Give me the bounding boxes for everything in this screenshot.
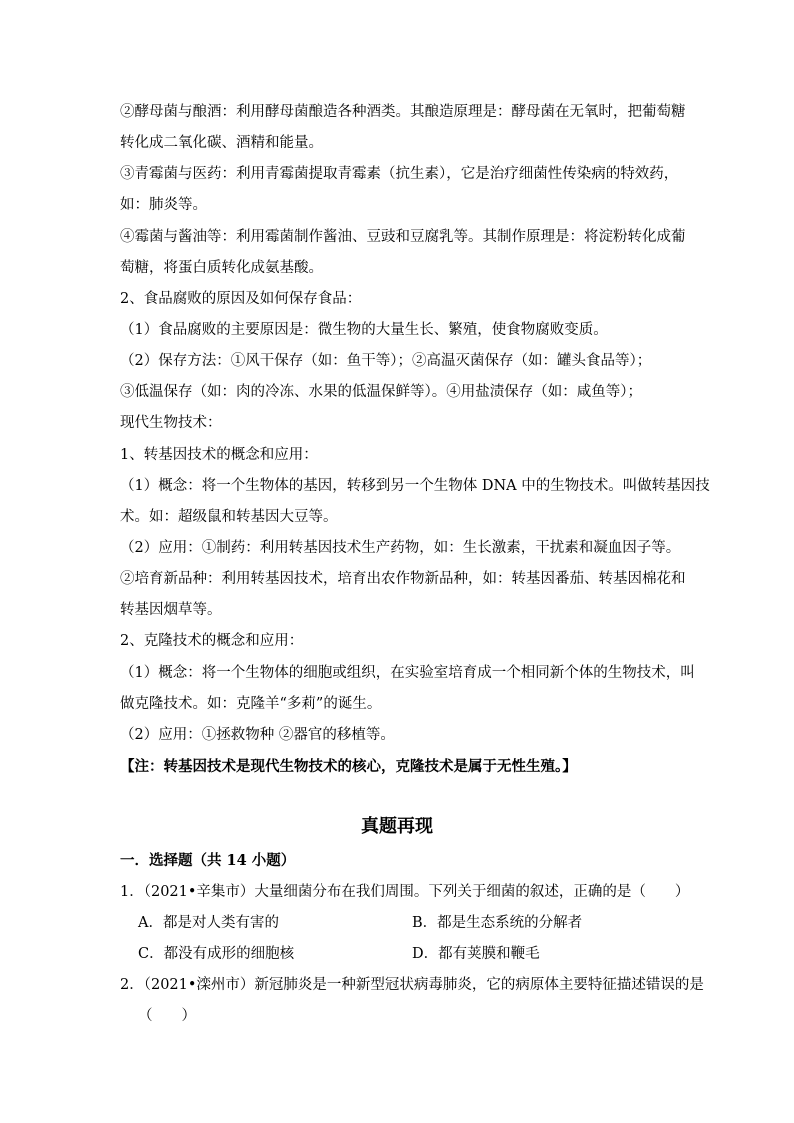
text-line: （1）概念：将一个生物体的基因，转移到另一个生物体 DNA 中的生物技术。叫做转基因技 xyxy=(120,478,710,494)
question-2-stem: 2．（2021•滦州市）新冠肺炎是一种新型冠状病毒肺炎，它的病原体主要特征描述错误的是 xyxy=(120,977,704,993)
q1-option-b: B．都是生态系统的分解者 xyxy=(412,915,583,931)
q1-option-d: D．都有荚膜和鞭毛 xyxy=(412,946,540,962)
text-line: （2）应用：①拯救物种 ②器官的移植等。 xyxy=(120,727,395,743)
text-line: ④霉菌与酱油等：利用霉菌制作酱油、豆豉和豆腐乳等。其制作原理是：将淀粉转化成葡 xyxy=(120,229,686,245)
text-line: 如：肺炎等。 xyxy=(120,197,207,213)
question-type-heading: 一．选择题（共 14 小题） xyxy=(120,852,296,869)
text-line: （1）概念：将一个生物体的细胞或组织，在实验室培育成一个相同新个体的生物技术，叫 xyxy=(120,665,695,681)
text-line: （2）保存方法：①风干保存（如：鱼干等）；②高温灭菌保存（如：罐头食品等）； xyxy=(120,353,652,369)
question-1-stem: 1．（2021•辛集市）大量细菌分布在我们周围。下列关于细菌的叙述，正确的是（ ） xyxy=(120,884,690,900)
text-line: 萄糖，将蛋白质转化成氨基酸。 xyxy=(120,260,323,276)
text-line: （1）食品腐败的主要原因是：微生物的大量生长、繁殖，使食物腐败变质。 xyxy=(120,322,608,338)
text-line: ②酵母菌与酿酒：利用酵母菌酿造各种酒类。其酿造原理是：酵母菌在无氧时，把葡萄糖 xyxy=(120,104,686,120)
text-line: ③低温保存（如：肉的冷冻、水果的低温保鲜等）。④用盐渍保存（如：咸鱼等）； xyxy=(120,384,642,400)
q1-option-a: A．都是对人类有害的 xyxy=(138,915,279,931)
text-line: 做克隆技术。如：克隆羊“多莉”的诞生。 xyxy=(120,696,382,712)
section-heading: 真题再现 xyxy=(361,816,433,837)
text-line: 2、食品腐败的原因及如何保存食品： xyxy=(120,291,362,307)
text-line: 1、转基因技术的概念和应用： xyxy=(120,447,318,463)
text-line: 2、克隆技术的概念和应用： xyxy=(120,633,304,649)
text-line: 现代生物技术： xyxy=(120,415,222,431)
question-2-answer-blank: （ ） xyxy=(138,1008,196,1024)
text-line: ③青霉菌与医药：利用青霉菌提取青霉素（抗生素），它是治疗细菌性传染病的特效药， xyxy=(120,166,679,182)
text-line: （2）应用：①制药：利用转基因技术生产药物，如：生长激素，干扰素和凝血因子等。 xyxy=(120,540,681,556)
text-line: 术。如：超级鼠和转基因大豆等。 xyxy=(120,509,338,525)
q1-option-c: C．都没有成形的细胞核 xyxy=(138,946,295,962)
text-line: 转化成二氧化碳、酒精和能量。 xyxy=(120,135,323,151)
text-line: 转基因烟草等。 xyxy=(120,602,222,618)
text-line: ②培育新品种：利用转基因技术，培育出农作物新品种，如：转基因番茄、转基因棉花和 xyxy=(120,571,686,587)
note-line: 【注：转基因技术是现代生物技术的核心，克隆技术是属于无性生殖。】 xyxy=(120,758,577,775)
